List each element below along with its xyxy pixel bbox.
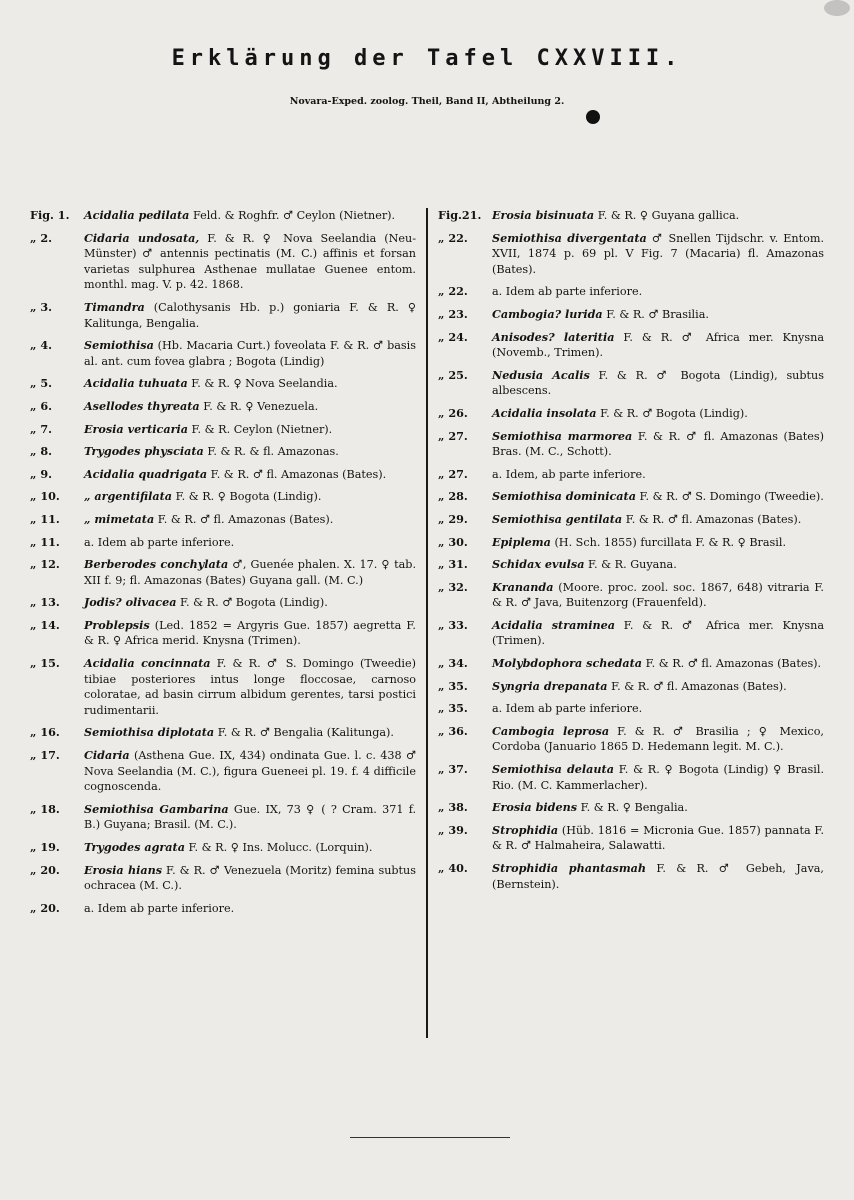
figure-entry (438, 557, 824, 573)
figure-entry (30, 338, 416, 369)
figure-entry (438, 307, 824, 323)
figure-entry (30, 748, 416, 795)
figure-entry (438, 368, 824, 399)
figure-description (84, 901, 416, 917)
ink-blot (586, 110, 600, 124)
figure-number: „ 18. (30, 801, 60, 816)
figure-description (84, 208, 416, 224)
figure-entry (30, 444, 416, 460)
figure-description (84, 656, 416, 718)
species-name: Acidalia tuhuata (84, 376, 188, 391)
figure-number: „ 16. (30, 725, 60, 740)
figure-number: „ 11. (30, 511, 60, 526)
species-name: Problepsis (84, 617, 150, 632)
figure-description (492, 679, 824, 695)
figure-number: „ 31. (438, 557, 468, 572)
figure-number: „ 39. (438, 822, 468, 837)
species-name: Acidalia straminea (492, 617, 615, 632)
species-name: „ mimetata (84, 511, 155, 526)
figure-description (84, 422, 416, 438)
figure-entry (438, 823, 824, 854)
figure-number: „ 5. (30, 376, 53, 391)
species-details: F. & R. ♂ fl. Amazonas (Bates). (622, 512, 802, 526)
figure-number: „ 28. (438, 489, 468, 504)
species-details: F. & R. Guyana. (584, 558, 677, 572)
figure-description (84, 231, 416, 293)
species-details: (Calothysanis Hb. p.) goniaria F. & R. ♀ Kalitunga, Bengalia. (84, 300, 416, 330)
figure-entry (30, 300, 416, 331)
figure-entry (438, 535, 824, 551)
figure-number: „ 38. (438, 800, 468, 815)
species-details: F. & R. Ceylon (Nietner). (187, 422, 333, 436)
figure-entry (438, 429, 824, 460)
figure-description (84, 840, 416, 856)
figure-description (492, 330, 824, 361)
figure-description (84, 467, 416, 483)
figure-number: „ 37. (438, 762, 468, 777)
figure-number: Fig.21. (438, 208, 482, 222)
species-details: a. Idem ab parte inferiore. (84, 901, 235, 915)
species-details: F. & R. ♂ fl. Amazonas (Bates). (642, 657, 822, 671)
species-details: (Hüb. 1816 = Micronia Gue. 1857) pannata F. & R. ♂ Halmaheira, Salawatti. (492, 823, 824, 853)
figure-description (492, 512, 824, 528)
species-name: Strophidia (492, 822, 559, 837)
figure-entry (30, 399, 416, 415)
figure-number: „ 19. (30, 840, 60, 854)
species-details: F. & R. ♂ fl. Amazonas (Bates). (607, 679, 787, 693)
figure-number: „ 4. (30, 338, 53, 353)
figure-entry (30, 422, 416, 438)
species-name: Erosia verticaria (84, 421, 188, 436)
species-details: (Led. 1852 = Argyris Gue. 1857) aegretta F. & R. ♀ Africa merid. Knysna (Trimen). (84, 618, 416, 648)
figure-number: „ 9. (30, 466, 53, 481)
figure-entry (438, 724, 824, 755)
left-figure-column (30, 208, 416, 923)
figure-entry (30, 901, 416, 917)
species-name: Trygodes agrata (84, 840, 185, 854)
species-details: a. Idem ab parte inferiore. (84, 535, 235, 549)
figure-number: „ 3. (30, 299, 53, 314)
figure-description (492, 618, 824, 649)
species-name: Acidalia pedilata (84, 208, 190, 222)
species-name: Cambogia? lurida (492, 306, 603, 321)
species-details: F. & R. ♂ Bogota (Lindig). (596, 406, 748, 420)
figure-number: „ 26. (438, 405, 468, 420)
figure-description (492, 724, 824, 755)
ink-blot (824, 0, 850, 16)
species-details: (Hb. Macaria Curt.) foveolata F. & R. ♂ basis al. ant. cum fovea glabra ; Bogota (Lindig) (84, 339, 416, 368)
species-details: F. & R. & fl. Amazonas. (203, 445, 339, 459)
figure-number: „ 27. (438, 428, 468, 443)
species-name: Semiothisa Gambarina (84, 801, 229, 816)
figure-description (84, 802, 416, 833)
figure-entry (30, 863, 416, 894)
figure-entry (30, 802, 416, 833)
figure-description (492, 284, 824, 300)
figure-number: „ 14. (30, 617, 60, 632)
figure-entry (30, 618, 416, 649)
species-name: Krananda (492, 579, 554, 594)
species-name: Syngria drepanata (492, 678, 608, 693)
species-details: F. & R. ♂ Africa mer. Knysna (Trimen). (492, 618, 824, 648)
figure-description (492, 762, 824, 793)
figure-number: „ 27. (438, 466, 468, 481)
figure-number: „ 30. (438, 534, 468, 549)
species-name: „ argentifilata (84, 489, 173, 504)
species-details: F. & R. ♂ Africa mer. Knysna (Novemb., Trimen). (492, 330, 824, 360)
figure-number: „ 15. (30, 656, 60, 671)
species-name: Acidalia concinnata (84, 656, 211, 671)
species-details: F. & R. ♀ Bogota (Lindig) ♀ Brasil. Rio. (M. C. Kammerlacher). (492, 763, 824, 792)
figure-entry (30, 376, 416, 392)
figure-description (84, 557, 416, 588)
species-name: Schidax evulsa (492, 557, 585, 572)
figure-description (492, 467, 824, 483)
figure-entry (438, 679, 824, 695)
figure-number: „ 35. (438, 678, 468, 693)
column-divider (426, 208, 428, 1038)
figure-description (492, 208, 824, 224)
figure-entry (30, 512, 416, 528)
species-details: F. & R. ♀ Ins. Molucc. (Lorquin). (184, 841, 373, 854)
figure-number: „ 11. (30, 534, 60, 549)
species-name: Timandra (84, 299, 145, 314)
figure-description (84, 300, 416, 331)
figure-number: „ 13. (30, 595, 60, 610)
figure-entry (438, 284, 824, 300)
figure-number: „ 20. (30, 900, 60, 915)
bottom-rule (350, 1137, 510, 1138)
species-details: ♂ Snellen Tijdschr. v. Entom. XVII, 1874 p. 69 pl. V Fig. 7 (Macaria) fl. Amazonas (Bates). (492, 231, 824, 276)
figure-number: „ 10. (30, 489, 60, 504)
figure-entry (438, 489, 824, 505)
figure-entry (30, 840, 416, 856)
figure-number: „ 8. (30, 444, 53, 459)
species-name: Semiothisa dominicata (492, 489, 636, 504)
figure-number: „ 24. (438, 329, 468, 344)
species-details: F. & R. ♂ Bogota (Lindig). (176, 596, 328, 610)
figure-number: „ 35. (438, 701, 468, 716)
figure-entry (30, 231, 416, 293)
species-name: Berberodes conchylata (84, 557, 229, 572)
species-name: Cidaria (84, 748, 130, 763)
figure-number: „ 7. (30, 421, 53, 436)
page-subtitle: Novara-Exped. zoolog. Theil, Band II, Abtheilung 2. (289, 96, 565, 107)
species-details: F. & R. ♀ Nova Seelandia. (187, 377, 338, 391)
figure-number: „ 25. (438, 367, 468, 382)
figure-number: „ 6. (30, 398, 53, 413)
page-title: Erklärung der Tafel CXXVIII. (171, 46, 683, 71)
right-figure-column (438, 208, 824, 899)
species-name: Erosia bidens (492, 800, 578, 815)
species-details: F. & R. ♂ S. Domingo (Tweedie). (635, 490, 824, 504)
species-name: Semiothisa divergentata (492, 230, 647, 245)
species-details: F. & R. ♂ Brasilia ; ♀ Mexico, Cordoba (Januario 1865 D. Hedemann legit. M. C.). (492, 724, 824, 754)
figure-number: „ 40. (438, 861, 468, 875)
figure-description (492, 489, 824, 505)
figure-entry (438, 656, 824, 672)
species-details: a. Idem, ab parte inferiore. (492, 467, 646, 481)
figure-entry (438, 701, 824, 717)
figure-entry (438, 467, 824, 483)
figure-description (84, 863, 416, 894)
species-name: Strophidia phantasmah (492, 861, 647, 875)
species-details: F. & R. ♂ Brasilia. (602, 307, 709, 321)
figure-number: Fig. 1. (30, 208, 70, 222)
figure-description (84, 338, 416, 369)
figure-description (84, 618, 416, 649)
species-name: Acidalia insolata (492, 405, 597, 420)
figure-description (492, 823, 824, 854)
figure-description (492, 580, 824, 611)
figure-entry (438, 330, 824, 361)
species-details: F. & R. ♀ Bogota (Lindig). (172, 490, 322, 504)
species-name: Semiothisa gentilata (492, 511, 623, 526)
figure-entry (438, 618, 824, 649)
species-details: F. & R. ♂ fl. Amazonas (Bates). (207, 467, 387, 481)
species-name: Asellodes thyreata (84, 398, 200, 413)
figure-entry (30, 467, 416, 483)
figure-description (492, 656, 824, 672)
species-details: ♂, Guenée phalen. X. 17. ♀ tab. XII f. 9; fl. Amazonas (Bates) Guyana gall. (M. C.) (84, 558, 417, 587)
figure-entry (30, 595, 416, 611)
figure-entry (438, 861, 824, 892)
figure-description (492, 429, 824, 460)
figure-description (84, 595, 416, 611)
figure-description (84, 376, 416, 392)
species-details: (H. Sch. 1855) furcillata F. & R. ♀ Brasil. (550, 535, 787, 549)
figure-description (84, 444, 416, 460)
figure-number: „ 12. (30, 557, 60, 572)
species-name: Molybdophora schedata (492, 656, 643, 671)
species-details: Gue. IX, 73 ♀ ( ? Cram. 371 f. B.) Guyana; Brasil. (M. C.). (84, 802, 416, 832)
species-details: Feld. & Roghfr. ♂ Ceylon (Nietner). (189, 209, 396, 222)
species-name: Nedusia Acalis (492, 367, 590, 382)
figure-entry (438, 800, 824, 816)
species-name: Erosia hians (84, 862, 163, 877)
species-details: F. & R. ♂ S. Domingo (Tweedie) tibiae posteriores intus longe floccosae, carnoso coloratae, ad basin cirrum albidum gerentes, tarsi postici rudimentarii. (84, 657, 416, 717)
figure-entry (30, 535, 416, 551)
species-details: F. & R. ♀ Venezuela. (199, 399, 319, 413)
species-details: F. & R. ♂ Bogota (Lindig), subtus albescens. (492, 368, 824, 398)
species-details: (Moore. proc. zool. soc. 1867, 648) vitraria F. & R. ♂ Java, Buitenzorg (Frauenfeld). (492, 580, 824, 610)
species-name: Cambogia leprosa (492, 723, 610, 738)
figure-entry (438, 580, 824, 611)
figure-description (84, 512, 416, 528)
species-name: Acidalia quadrigata (84, 466, 208, 481)
species-details: (Asthena Gue. IX, 434) ondinata Gue. l. c. 438 ♂ Nova Seelandia (M. C.), figura Gueneei pl. 19. f. 4 difficile cognoscenda. (84, 749, 416, 794)
species-name: Epiplema (492, 534, 551, 549)
figure-number: „ 33. (438, 617, 468, 632)
figure-entry (30, 489, 416, 505)
figure-description (84, 725, 416, 741)
figure-number: „ 32. (438, 579, 468, 594)
species-name: Semiothisa diplotata (84, 725, 215, 740)
figure-entry (438, 762, 824, 793)
species-details: F. & R. ♀ Nova Seelandia (Neu-Münster) ♂ antennis pectinatis (M. C.) affinis et forsan varietas sulphurea Asthenae mullatae Guenee entom. monthl. mag. V. p. 42. 1868. (84, 231, 416, 292)
figure-number: „ 17. (30, 748, 60, 763)
figure-number: „ 34. (438, 656, 468, 671)
figure-entry (30, 557, 416, 588)
species-details: F. & R. ♀ Guyana gallica. (594, 209, 740, 222)
figure-description (492, 800, 824, 816)
figure-description (492, 535, 824, 551)
figure-entry (30, 725, 416, 741)
figure-description (84, 489, 416, 505)
species-details: F. & R. ♂ fl. Amazonas (Bates) Bras. (M. C., Schott). (492, 429, 824, 459)
figure-description (84, 748, 416, 795)
species-name: Jodis? olivacea (84, 595, 177, 610)
figure-description (492, 307, 824, 323)
species-details: a. Idem ab parte inferiore. (492, 702, 643, 716)
figure-entry (438, 208, 824, 224)
species-details: a. Idem ab parte inferiore. (492, 285, 643, 299)
species-name: Erosia bisinuata (492, 208, 595, 222)
species-name: Cidaria undosata, (84, 230, 200, 245)
figure-description (84, 535, 416, 551)
figure-number: „ 22. (438, 230, 468, 245)
figure-description (492, 861, 824, 892)
species-name: Anisodes? lateritia (492, 329, 615, 344)
species-name: Semiothisa (84, 338, 154, 353)
figure-entry (438, 231, 824, 278)
figure-entry (30, 656, 416, 718)
figure-number: „ 29. (438, 511, 468, 526)
species-details: F. & R. ♂ Gebeh, Java, (Bernstein). (492, 862, 824, 891)
figure-description (492, 557, 824, 573)
figure-number: „ 23. (438, 306, 468, 321)
species-details: F. & R. ♂ fl. Amazonas (Bates). (154, 512, 334, 526)
figure-description (84, 399, 416, 415)
species-name: Semiothisa marmorea (492, 428, 633, 443)
species-details: F. & R. ♂ Venezuela (Moritz) femina subtus ochracea (M. C.). (84, 863, 416, 893)
species-name: Semiothisa delauta (492, 762, 614, 777)
species-details: F. & R. ♀ Bengalia. (577, 801, 688, 815)
species-name: Trygodes physciata (84, 444, 204, 459)
species-details: F. & R. ♂ Bengalia (Kalitunga). (214, 726, 394, 740)
figure-description (492, 368, 824, 399)
figure-entry (30, 208, 416, 224)
figure-number: „ 2. (30, 230, 53, 245)
figure-entry (438, 512, 824, 528)
figure-number: „ 36. (438, 723, 468, 738)
figure-number: „ 22. (438, 284, 468, 299)
figure-entry (438, 406, 824, 422)
figure-description (492, 406, 824, 422)
figure-description (492, 231, 824, 278)
figure-description (492, 701, 824, 717)
figure-number: „ 20. (30, 862, 60, 877)
